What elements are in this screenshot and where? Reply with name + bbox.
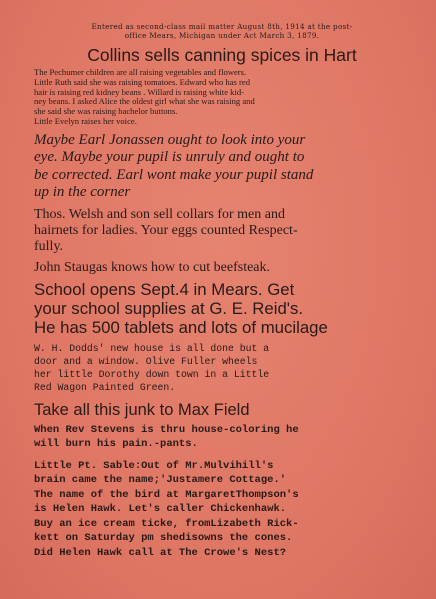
- headline-collins: Collins sells canning spices in Hart: [87, 45, 357, 65]
- item-rev-stevens: When Rev Stevens is thru house-coloring he will burn his pain.-pants.: [34, 423, 299, 450]
- item-point-sable: Little Pt. Sable:Out of Mr.Mulvihill's brain came the name;'Justamere Cottage.' The name of the bird at MargaretThompson's is Helen Hawk. Let's caller Chickenhawk. Buy an ice cream ticke, fromLizabeth Rick- kett on Saturday pm shedisowns the cones. Did Helen Hawk call at The Crowe's Nest?: [34, 459, 299, 559]
- item-school-opens: School opens Sept.4 in Mears. Get your school supplies at G. E. Reid's. He has 500 tablets and lots of mucilage: [34, 279, 328, 337]
- mailing-notice: Entered as second-class mail matter August 8th, 1914 at the post- office Mears, Michigan under Act March 3, 1879.: [91, 22, 353, 40]
- item-staugas: John Staugas knows how to cut beefsteak.: [34, 259, 271, 275]
- item-jonassen: Maybe Earl Jonassen ought to look into your eye. Maybe your pupil is unruly and ought to be corrected. Earl wont make your pupil stand up in the corner: [34, 131, 314, 201]
- item-dodds: W. H. Dodds' new house is all done but a door and a window. Olive Fuller wheels her little Dorothy down town in a Little Red Wagon Painted Green.: [34, 342, 270, 393]
- item-pechumer-children: The Pechumer children are all raising vegetables and flowers. Little Ruth said she was raising tomatoes. Edward who has red hair is raising red kidney beans . Willard is raising white kid- ney beans. I asked Alice the oldest girl what she was raising and she said she was raising bachelor buttons. Little Evelyn raises her voice.: [34, 67, 255, 126]
- item-welsh: Thos. Welsh and son sell collars for men and hairnets for ladies. Your eggs counted Respect- fully.: [34, 206, 298, 254]
- item-max-field: Take all this junk to Max Field: [34, 400, 250, 419]
